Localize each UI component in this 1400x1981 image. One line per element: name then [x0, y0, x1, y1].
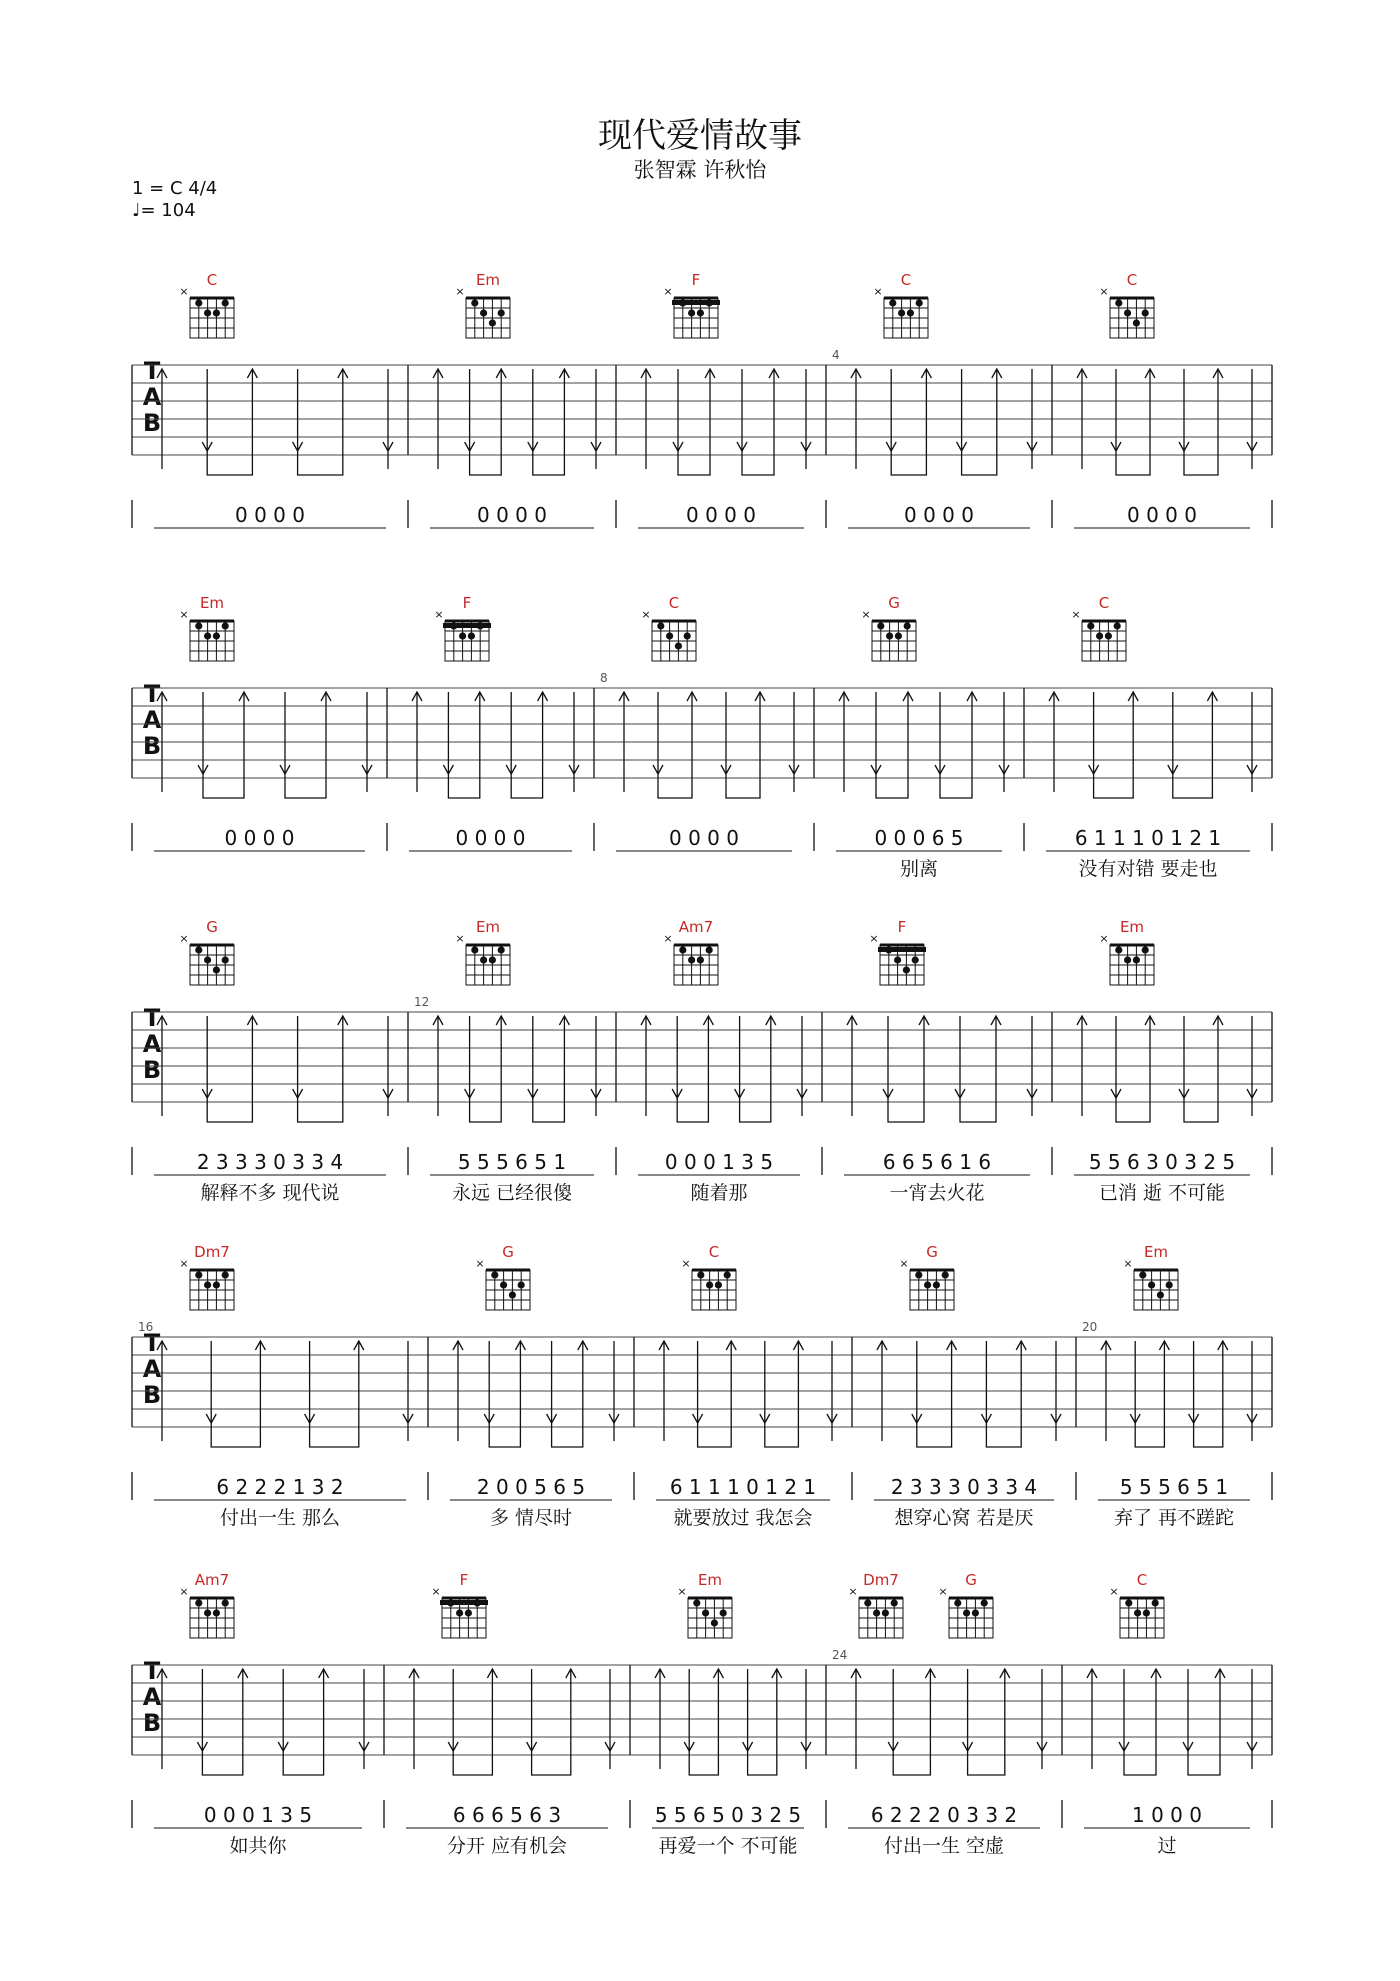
chord-name: C [668, 594, 680, 612]
jianpu-numbers: 6 6 6 5 6 3 [452, 1803, 562, 1827]
tab-clef: A [142, 706, 162, 734]
chord-diagram-c [1109, 1571, 1164, 1638]
chord-diagram-f [663, 271, 720, 338]
measure-number: 4 [832, 348, 840, 362]
svg-text:×: × [1099, 285, 1109, 298]
key-time-signature: 1 = C 4/4 [132, 178, 218, 199]
tab-clef: T [143, 680, 161, 708]
chord-name: C [1136, 1571, 1148, 1589]
lyrics-text: 付出一生 空虚 [883, 1835, 1005, 1857]
chord-name: F [462, 594, 472, 612]
chord-name: G [965, 1571, 977, 1589]
lyrics-text: 就要放过 我怎会 [673, 1507, 813, 1529]
lyrics-text: 分开 应有机会 [446, 1835, 568, 1857]
chord-name: C [708, 1243, 720, 1261]
jianpu-numbers: 0 0 0 0 [224, 826, 295, 850]
svg-text:×: × [869, 932, 879, 945]
jianpu-numbers: 0 0 0 0 [1127, 503, 1197, 527]
chord-name: F [459, 1571, 469, 1589]
lyrics-text: 没有对错 要走也 [1078, 858, 1218, 880]
jianpu-numbers: 1 0 0 0 [1132, 1803, 1202, 1827]
chord-name: Dm7 [194, 1243, 230, 1261]
tab-clef: A [142, 1683, 162, 1711]
tab-clef: B [142, 1709, 162, 1737]
svg-text:×: × [1099, 932, 1109, 945]
chord-name: G [502, 1243, 514, 1261]
jianpu-numbers: 5 5 5 6 5 1 [457, 1150, 567, 1174]
lyrics-text: 别离 [899, 858, 939, 880]
chord-diagram-c [873, 271, 928, 338]
chord-diagram-c [641, 594, 696, 661]
chord-name: C [900, 271, 912, 289]
tab-clef: T [143, 1004, 161, 1032]
svg-text:×: × [431, 1585, 441, 1598]
chord-name: G [888, 594, 900, 612]
tab-clef: B [142, 1381, 162, 1409]
jianpu-numbers: 5 5 6 5 0 3 2 5 [654, 1803, 802, 1827]
chord-diagram-g [861, 594, 916, 661]
chord-diagram-c [1071, 594, 1126, 661]
tab-system-1 [0, 260, 1400, 560]
lyrics-text: 多 情尽时 [489, 1507, 573, 1529]
chord-name: C [206, 271, 218, 289]
lyrics-text: 付出一生 那么 [219, 1507, 341, 1529]
jianpu-numbers: 6 1 1 1 0 1 2 1 [669, 1475, 817, 1499]
chord-diagram-dm7 [179, 1243, 234, 1310]
chord-diagram-c [681, 1243, 736, 1310]
chord-name: G [926, 1243, 938, 1261]
lyrics-text: 如共你 [229, 1835, 287, 1857]
tab-clef: A [142, 383, 162, 411]
chord-diagram-g [179, 918, 234, 985]
chord-diagram-g [475, 1243, 530, 1310]
jianpu-numbers: 0 0 0 0 [686, 503, 756, 527]
jianpu-numbers: 0 0 0 0 [477, 503, 547, 527]
svg-text:×: × [179, 1585, 189, 1598]
lyrics-text: 想穿心窝 若是厌 [894, 1507, 1034, 1529]
jianpu-numbers: 6 6 5 6 1 6 [882, 1150, 992, 1174]
chord-diagram-dm7 [848, 1571, 903, 1638]
svg-text:×: × [455, 932, 465, 945]
svg-text:×: × [861, 608, 871, 621]
jianpu-numbers: 2 3 3 3 0 3 3 4 [890, 1475, 1038, 1499]
tab-system-3 [0, 907, 1400, 1207]
measure-number: 8 [600, 671, 608, 685]
lyrics-text: 一宵去火花 [889, 1182, 985, 1204]
jianpu-numbers: 0 0 0 0 [235, 503, 305, 527]
lyrics-text: 随着那 [690, 1182, 748, 1204]
svg-text:×: × [938, 1585, 948, 1598]
chord-diagram-em [677, 1571, 732, 1638]
jianpu-numbers: 0 0 0 0 [904, 503, 974, 527]
svg-text:×: × [663, 285, 673, 298]
svg-text:×: × [475, 1257, 485, 1270]
chord-name: Em [475, 271, 501, 289]
jianpu-numbers: 0 0 0 1 3 5 [203, 1803, 313, 1827]
tab-clef: B [142, 409, 162, 437]
svg-text:×: × [677, 1585, 687, 1598]
chord-name: F [691, 271, 701, 289]
chord-name: Em [1143, 1243, 1169, 1261]
chord-name: Em [199, 594, 225, 612]
lyrics-text: 弃了 再不蹉跎 [1113, 1507, 1235, 1529]
lyrics-text: 再爱一个 不可能 [658, 1835, 798, 1857]
chord-diagram-c [179, 271, 234, 338]
measure-number: 20 [1082, 1320, 1098, 1334]
chord-name: F [897, 918, 907, 936]
tab-clef: T [143, 1657, 161, 1685]
svg-text:×: × [455, 285, 465, 298]
svg-text:×: × [899, 1257, 909, 1270]
chord-diagram-em [1099, 918, 1154, 985]
tab-clef: A [142, 1355, 162, 1383]
chord-diagram-f [434, 594, 491, 661]
svg-text:×: × [848, 1585, 858, 1598]
jianpu-numbers: 0 0 0 0 [669, 826, 739, 850]
chord-diagram-em [179, 594, 234, 661]
chord-diagram-em [455, 271, 510, 338]
chord-name: G [206, 918, 218, 936]
tab-clef: T [143, 1329, 161, 1357]
tab-clef: B [142, 732, 162, 760]
chord-name: Dm7 [863, 1571, 899, 1589]
chord-name: Em [1119, 918, 1145, 936]
chord-diagram-am7 [663, 918, 718, 985]
jianpu-numbers: 6 1 1 1 0 1 2 1 [1074, 826, 1222, 850]
tab-system-5 [0, 1560, 1400, 1860]
jianpu-numbers: 5 5 5 6 5 1 [1119, 1475, 1229, 1499]
svg-text:×: × [1123, 1257, 1133, 1270]
measure-number: 16 [138, 1320, 154, 1334]
chord-name: Em [475, 918, 501, 936]
jianpu-numbers: 5 5 6 3 0 3 2 5 [1088, 1150, 1236, 1174]
jianpu-numbers: 0 0 0 0 [455, 826, 526, 850]
svg-text:×: × [1071, 608, 1081, 621]
lyrics-text: 已消 逝 不可能 [1098, 1182, 1226, 1204]
jianpu-numbers: 2 0 0 5 6 5 [476, 1475, 586, 1499]
chord-name: C [1126, 271, 1138, 289]
svg-text:×: × [873, 285, 883, 298]
song-artist: 张智霖 许秋怡 [633, 158, 767, 182]
chord-diagram-em [1123, 1243, 1178, 1310]
chord-diagram-f [869, 918, 926, 985]
svg-text:×: × [681, 1257, 691, 1270]
tab-clef: T [143, 357, 161, 385]
chord-name: Am7 [194, 1571, 230, 1589]
chord-diagram-am7 [179, 1571, 234, 1638]
chord-name: Am7 [678, 918, 714, 936]
svg-text:×: × [663, 932, 673, 945]
jianpu-numbers: 0 0 0 1 3 5 [664, 1150, 774, 1174]
svg-text:×: × [179, 608, 189, 621]
tab-system-4 [0, 1232, 1400, 1532]
jianpu-numbers: 0 0 0 6 5 [874, 826, 964, 850]
tab-system-2 [0, 583, 1400, 883]
tab-clef: A [142, 1030, 162, 1058]
chord-diagram-g [899, 1243, 954, 1310]
chord-name: Em [697, 1571, 723, 1589]
jianpu-numbers: 2 3 3 3 0 3 3 4 [196, 1150, 344, 1174]
svg-text:×: × [641, 608, 651, 621]
chord-diagram-c [1099, 271, 1154, 338]
measure-number: 24 [832, 1648, 848, 1662]
svg-text:×: × [179, 932, 189, 945]
jianpu-numbers: 6 2 2 2 0 3 3 2 [870, 1803, 1018, 1827]
chord-diagram-f [431, 1571, 488, 1638]
lyrics-text: 永远 已经很傻 [451, 1182, 573, 1204]
measure-number: 12 [414, 995, 430, 1009]
chord-diagram-em [455, 918, 510, 985]
chord-name: C [1098, 594, 1110, 612]
song-title: 现代爱情故事 [598, 116, 802, 156]
lyrics-text: 过 [1157, 1835, 1177, 1857]
tempo-marking: ♩= 104 [132, 200, 196, 221]
svg-text:×: × [434, 608, 444, 621]
svg-text:×: × [179, 1257, 189, 1270]
jianpu-numbers: 6 2 2 2 1 3 2 [216, 1475, 344, 1499]
svg-text:×: × [1109, 1585, 1119, 1598]
tab-clef: B [142, 1056, 162, 1084]
lyrics-text: 解释不多 现代说 [200, 1182, 340, 1204]
svg-text:×: × [179, 285, 189, 298]
chord-diagram-g [938, 1571, 993, 1638]
